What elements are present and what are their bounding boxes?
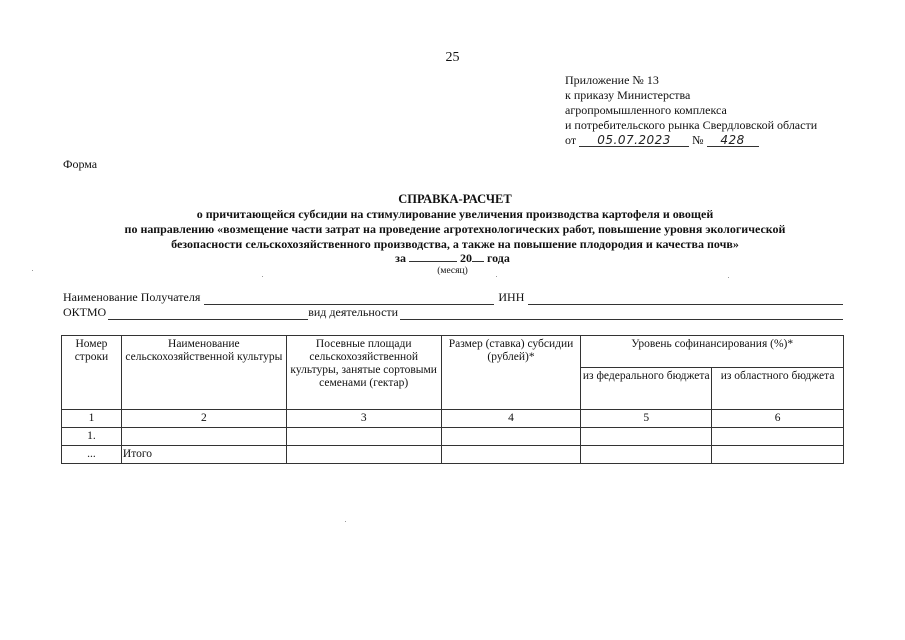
column-number: 6 xyxy=(712,410,844,428)
regional-cell[interactable] xyxy=(712,428,844,446)
document-title xyxy=(40,192,870,252)
regional-cell[interactable] xyxy=(712,446,844,464)
table-row xyxy=(62,428,844,446)
handwritten-number: 428 xyxy=(707,134,759,147)
appendix-line-1: Приложение № 13 xyxy=(565,73,659,87)
row-number-cell: ... xyxy=(62,446,122,464)
federal-cell[interactable] xyxy=(581,446,712,464)
appendix-line-3: агропромышленного комплекса xyxy=(565,103,727,117)
oktmo-label: ОКТМО xyxy=(63,305,107,319)
recipient-row xyxy=(63,290,843,305)
activity-label: вид деятельности xyxy=(308,305,399,319)
appendix-block xyxy=(565,73,817,148)
period-line xyxy=(0,251,905,266)
row-number-cell: 1. xyxy=(62,428,122,446)
header-crop-name: Наименование сельскохозяйственной культуры xyxy=(121,336,286,410)
table-row xyxy=(62,446,844,464)
column-number: 5 xyxy=(581,410,712,428)
area-cell[interactable] xyxy=(286,446,441,464)
activity-field[interactable] xyxy=(400,308,843,320)
federal-cell[interactable] xyxy=(581,428,712,446)
header-regional: из областного бюджета xyxy=(712,368,844,410)
number-prefix: № xyxy=(692,133,704,147)
header-rate: Размер (ставка) субсидии (рублей)* xyxy=(441,336,581,410)
inn-label: ИНН xyxy=(498,290,525,304)
title-line-2: о причитающейся субсидии на стимулирование увеличения производства картофеля и овощей xyxy=(196,207,714,221)
rate-cell[interactable] xyxy=(441,428,581,446)
title-line-1: СПРАВКА-РАСЧЕТ xyxy=(398,192,512,206)
header-row-number: Номер строки xyxy=(62,336,122,410)
oktmo-row xyxy=(63,305,843,320)
year-prefix: 20 xyxy=(459,251,472,265)
rate-cell[interactable] xyxy=(441,446,581,464)
calculation-table xyxy=(61,335,844,464)
period-suffix: года xyxy=(486,251,510,265)
title-line-3: по направлению «возмещение части затрат на проведение агротехнологических работ, повышение уровня экологической xyxy=(124,222,786,236)
year-blank[interactable] xyxy=(472,251,484,262)
area-cell[interactable] xyxy=(286,428,441,446)
appendix-date-line xyxy=(565,133,817,148)
month-note: (месяц) xyxy=(437,266,468,276)
recipient-field[interactable] xyxy=(204,293,494,305)
total-label-cell: Итого xyxy=(121,446,286,464)
handwritten-date: 05.07.2023 xyxy=(579,134,689,147)
page-number: 25 xyxy=(445,50,460,65)
column-number: 1 xyxy=(62,410,122,428)
column-number: 2 xyxy=(121,410,286,428)
column-numbers-row xyxy=(62,410,844,428)
column-number: 3 xyxy=(286,410,441,428)
appendix-line-4: и потребительского рынка Свердловской области xyxy=(565,118,818,132)
oktmo-field[interactable] xyxy=(108,308,308,320)
appendix-line-2: к приказу Министерства xyxy=(565,88,691,102)
recipient-label: Наименование Получателя xyxy=(63,290,201,304)
period-prefix: за xyxy=(395,251,406,265)
form-label: Форма xyxy=(63,157,98,171)
month-blank[interactable] xyxy=(409,251,457,262)
recipient-fields xyxy=(63,290,843,320)
inn-field[interactable] xyxy=(528,293,843,305)
header-federal: из федерального бюджета xyxy=(581,368,712,410)
column-number: 4 xyxy=(441,410,581,428)
date-prefix: от xyxy=(565,133,577,147)
title-line-4: безопасности сельскохозяйственного производства, а также на повышение плодородия и качества почв» xyxy=(171,237,739,251)
crop-name-cell[interactable] xyxy=(121,428,286,446)
header-cofinancing: Уровень софинансирования (%)* xyxy=(581,336,844,368)
header-area: Посевные площади сельскохозяйственной культуры, занятые сортовыми семенами (гектар) xyxy=(286,336,441,410)
